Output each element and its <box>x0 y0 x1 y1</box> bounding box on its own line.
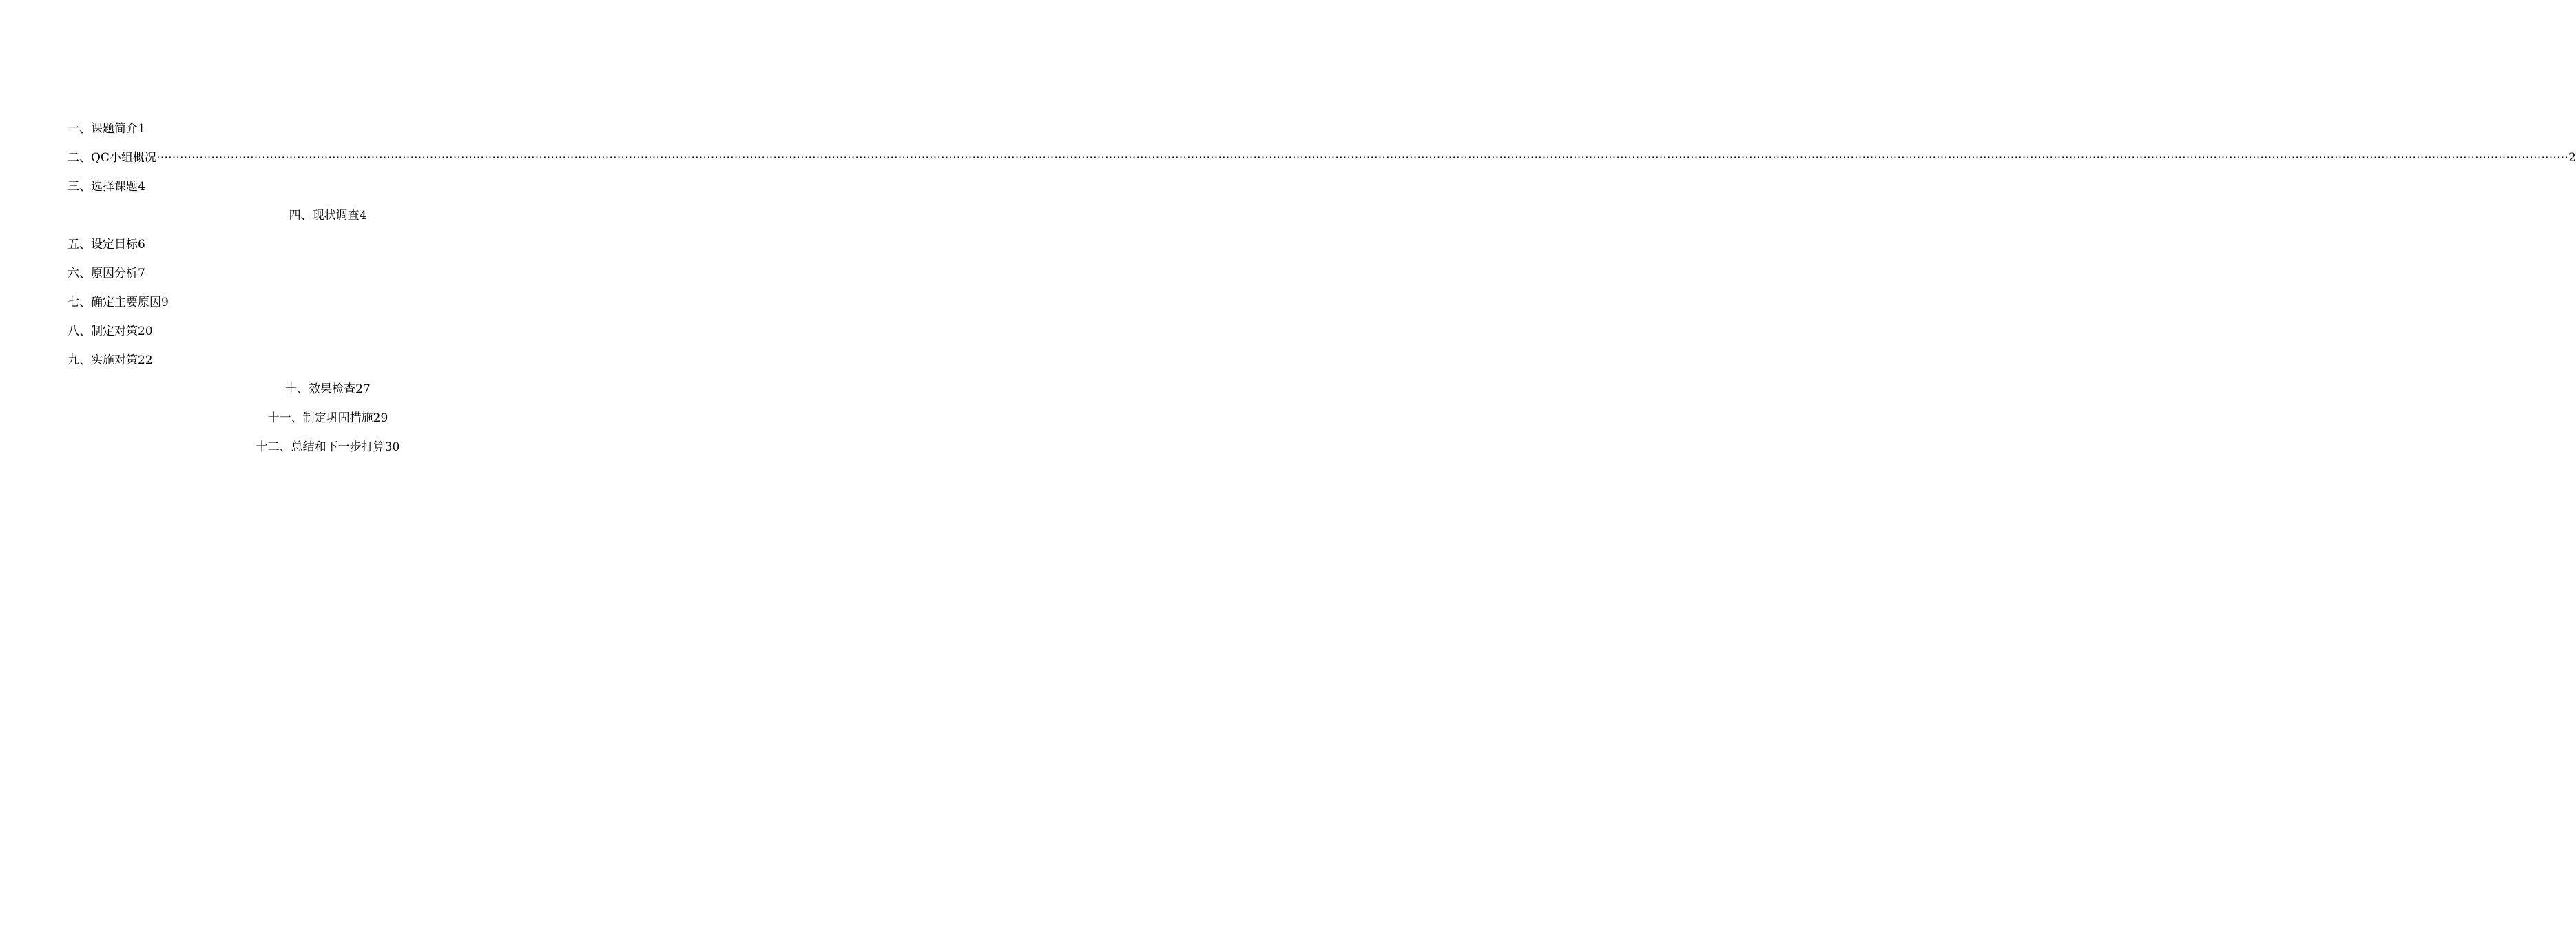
toc-entry-1[interactable] <box>67 119 555 147</box>
toc-entry-page: 2 <box>2568 151 2576 165</box>
toc-entry-page: 4 <box>359 209 367 223</box>
toc-entry-2[interactable] <box>67 147 2576 176</box>
toc-entry-9[interactable] <box>67 350 555 379</box>
toc-entry-page: 20 <box>138 325 153 338</box>
toc-entry-7[interactable] <box>67 292 555 321</box>
toc-entry-12[interactable] <box>67 437 588 466</box>
toc-entry-page: 22 <box>138 353 153 367</box>
toc-entry-title: 十、效果检查 <box>285 382 356 396</box>
toc-entry-page: 1 <box>138 122 145 136</box>
toc-entry-title: 四、现状调查 <box>289 209 360 223</box>
toc-entry-8[interactable] <box>67 321 555 350</box>
toc-entry-page: 4 <box>138 180 145 194</box>
toc-entry-title: 一、课题简介 <box>67 122 138 136</box>
toc-leader-dots: ⋯⋯⋯⋯⋯⋯⋯⋯⋯⋯⋯⋯⋯⋯⋯⋯⋯⋯⋯⋯⋯⋯⋯⋯⋯⋯⋯⋯⋯⋯⋯⋯⋯⋯⋯⋯⋯⋯⋯⋯⋯⋯⋯⋯⋯⋯⋯⋯⋯⋯⋯⋯⋯⋯⋯⋯⋯⋯⋯⋯⋯⋯⋯⋯⋯⋯⋯⋯⋯⋯⋯⋯⋯⋯⋯⋯⋯⋯⋯⋯⋯⋯⋯⋯⋯⋯⋯⋯⋯⋯⋯⋯⋯⋯⋯⋯⋯⋯⋯⋯⋯⋯⋯⋯⋯⋯⋯⋯⋯⋯⋯⋯⋯⋯⋯⋯⋯⋯⋯⋯⋯⋯⋯⋯⋯⋯⋯⋯⋯⋯⋯⋯⋯⋯⋯⋯⋯⋯⋯⋯⋯⋯⋯⋯⋯⋯⋯⋯⋯⋯⋯⋯⋯⋯⋯⋯⋯⋯⋯⋯⋯⋯⋯⋯⋯⋯⋯⋯⋯⋯⋯⋯⋯⋯⋯⋯⋯⋯⋯⋯⋯⋯⋯⋯⋯⋯⋯⋯⋯⋯⋯⋯⋯⋯⋯⋯⋯⋯⋯⋯⋯⋯⋯⋯⋯⋯ <box>156 151 2568 165</box>
toc-entry-title: 九、实施对策 <box>67 353 138 367</box>
toc-entry-page: 29 <box>373 411 388 425</box>
toc-entry-10[interactable] <box>67 379 588 408</box>
toc-entry-11[interactable] <box>67 408 588 437</box>
table-of-contents <box>67 119 2576 466</box>
toc-entry-title: 八、制定对策 <box>67 325 138 338</box>
toc-entry-title: 五、设定目标 <box>67 238 138 251</box>
toc-entry-page: 7 <box>138 267 145 280</box>
toc-entry-title: 六、原因分析 <box>67 267 138 280</box>
toc-entry-page: 9 <box>161 296 169 309</box>
toc-entry-4[interactable] <box>67 205 588 234</box>
toc-entry-5[interactable] <box>67 234 555 263</box>
toc-entry-title: 七、确定主要原因 <box>67 296 161 309</box>
toc-entry-title: 三、选择课题 <box>67 180 138 194</box>
toc-entry-page: 30 <box>384 440 400 454</box>
toc-entry-3[interactable] <box>67 176 555 205</box>
toc-entry-page: 27 <box>355 382 371 396</box>
toc-entry-title: 十二、总结和下一步打算 <box>256 440 385 454</box>
toc-entry-6[interactable] <box>67 263 555 292</box>
toc-entry-page: 6 <box>138 238 145 251</box>
toc-entry-title: 十一、制定巩固措施 <box>267 411 373 425</box>
toc-entry-title: 二、QC小组概况 <box>67 151 156 165</box>
